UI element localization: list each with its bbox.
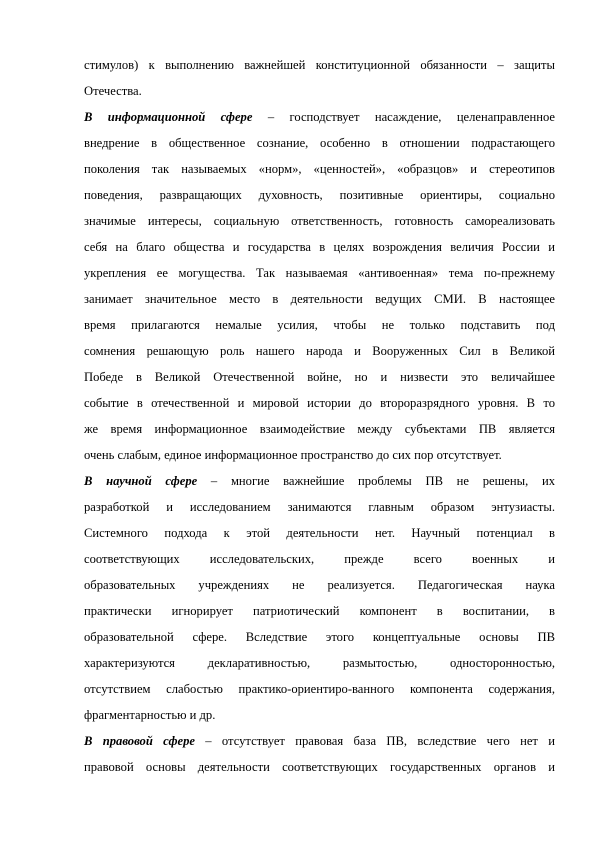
text-line: фрагментарностью и др. [84,708,216,722]
text-line: образовательной сфере. Вследствие этого концептуальные основы ПВ [84,630,555,644]
paragraph-first-line [84,471,555,491]
text-line: же время информационное взаимодействие между субъектами ПВ является [84,422,555,436]
text-line: Победе в Великой Отечественной войне, но и низвести это величайшее [84,370,555,384]
text-line: очень слабым, единое информационное пространство до сих пор отсутствует. [84,448,502,462]
text-line: практически игнорирует патриотический компонент в воспитании, в [84,604,555,618]
text-line: укрепления ее могущества. Так называемая «антивоенная» тема по-прежнему [84,266,555,280]
text-line: разработкой и исследованием занимаются главным образом энтузиасты. [84,500,555,514]
paragraph-lead-science: В научной сфере [84,474,198,488]
text-line: образовательных учреждениях не реализуется. Педагогическая наука [84,578,555,592]
text-line: себя на благо общества и государства в целях возрождения величия России и [84,240,555,254]
text-line: стимулов) к выполнению важнейшей конституционной обязанности – защиты [84,58,555,72]
paragraph-first-line [84,731,555,751]
text-line: событие в отечественной и мировой истории до второразрядного уровня. В то [84,396,555,410]
paragraph-lead-information: В информационной сфере [84,110,253,124]
text-line: значимые интересы, социальную ответственность, готовность самореализовать [84,214,555,228]
text-line: поведения, развращающих духовность, позитивные ориентиры, социально [84,188,555,202]
text-line: внедрение в общественное сознание, особенно в отношении подрастающего [84,136,555,150]
text-line: поколения так называемых «норм», «ценностей», «образцов» и стереотипов [84,162,555,176]
text-line: занимает значительное место в деятельности ведущих СМИ. В настоящее [84,292,555,306]
text-segment: – господствует насаждение, целенаправленное [252,110,555,124]
text-segment: – отсутствует правовая база ПВ, вследствие чего нет и [194,734,555,748]
text-line: соответствующих исследовательских, прежде всего военных и [84,552,555,566]
text-line: Отечества. [84,84,142,98]
text-line: правовой основы деятельности соответствующих государственных органов и [84,760,555,774]
text-line: сомнения решающую роль нашего народа и Вооруженных Сил в Великой [84,344,555,358]
text-segment: – многие важнейшие проблемы ПВ не решены, их [197,474,555,488]
paragraph-lead-legal: В правовой сфере [84,734,195,748]
paragraph-first-line [84,107,555,127]
text-line: Системного подхода к этой деятельности нет. Научный потенциал в [84,526,555,540]
text-line: отсутствием слабостью практико-ориентиро-ванного компонента содержания, [84,682,555,696]
text-line: время прилагаются немалые усилия, чтобы не только подставить под [84,318,555,332]
text-line: характеризуются декларативностью, размытостью, односторонностью, [84,656,555,670]
